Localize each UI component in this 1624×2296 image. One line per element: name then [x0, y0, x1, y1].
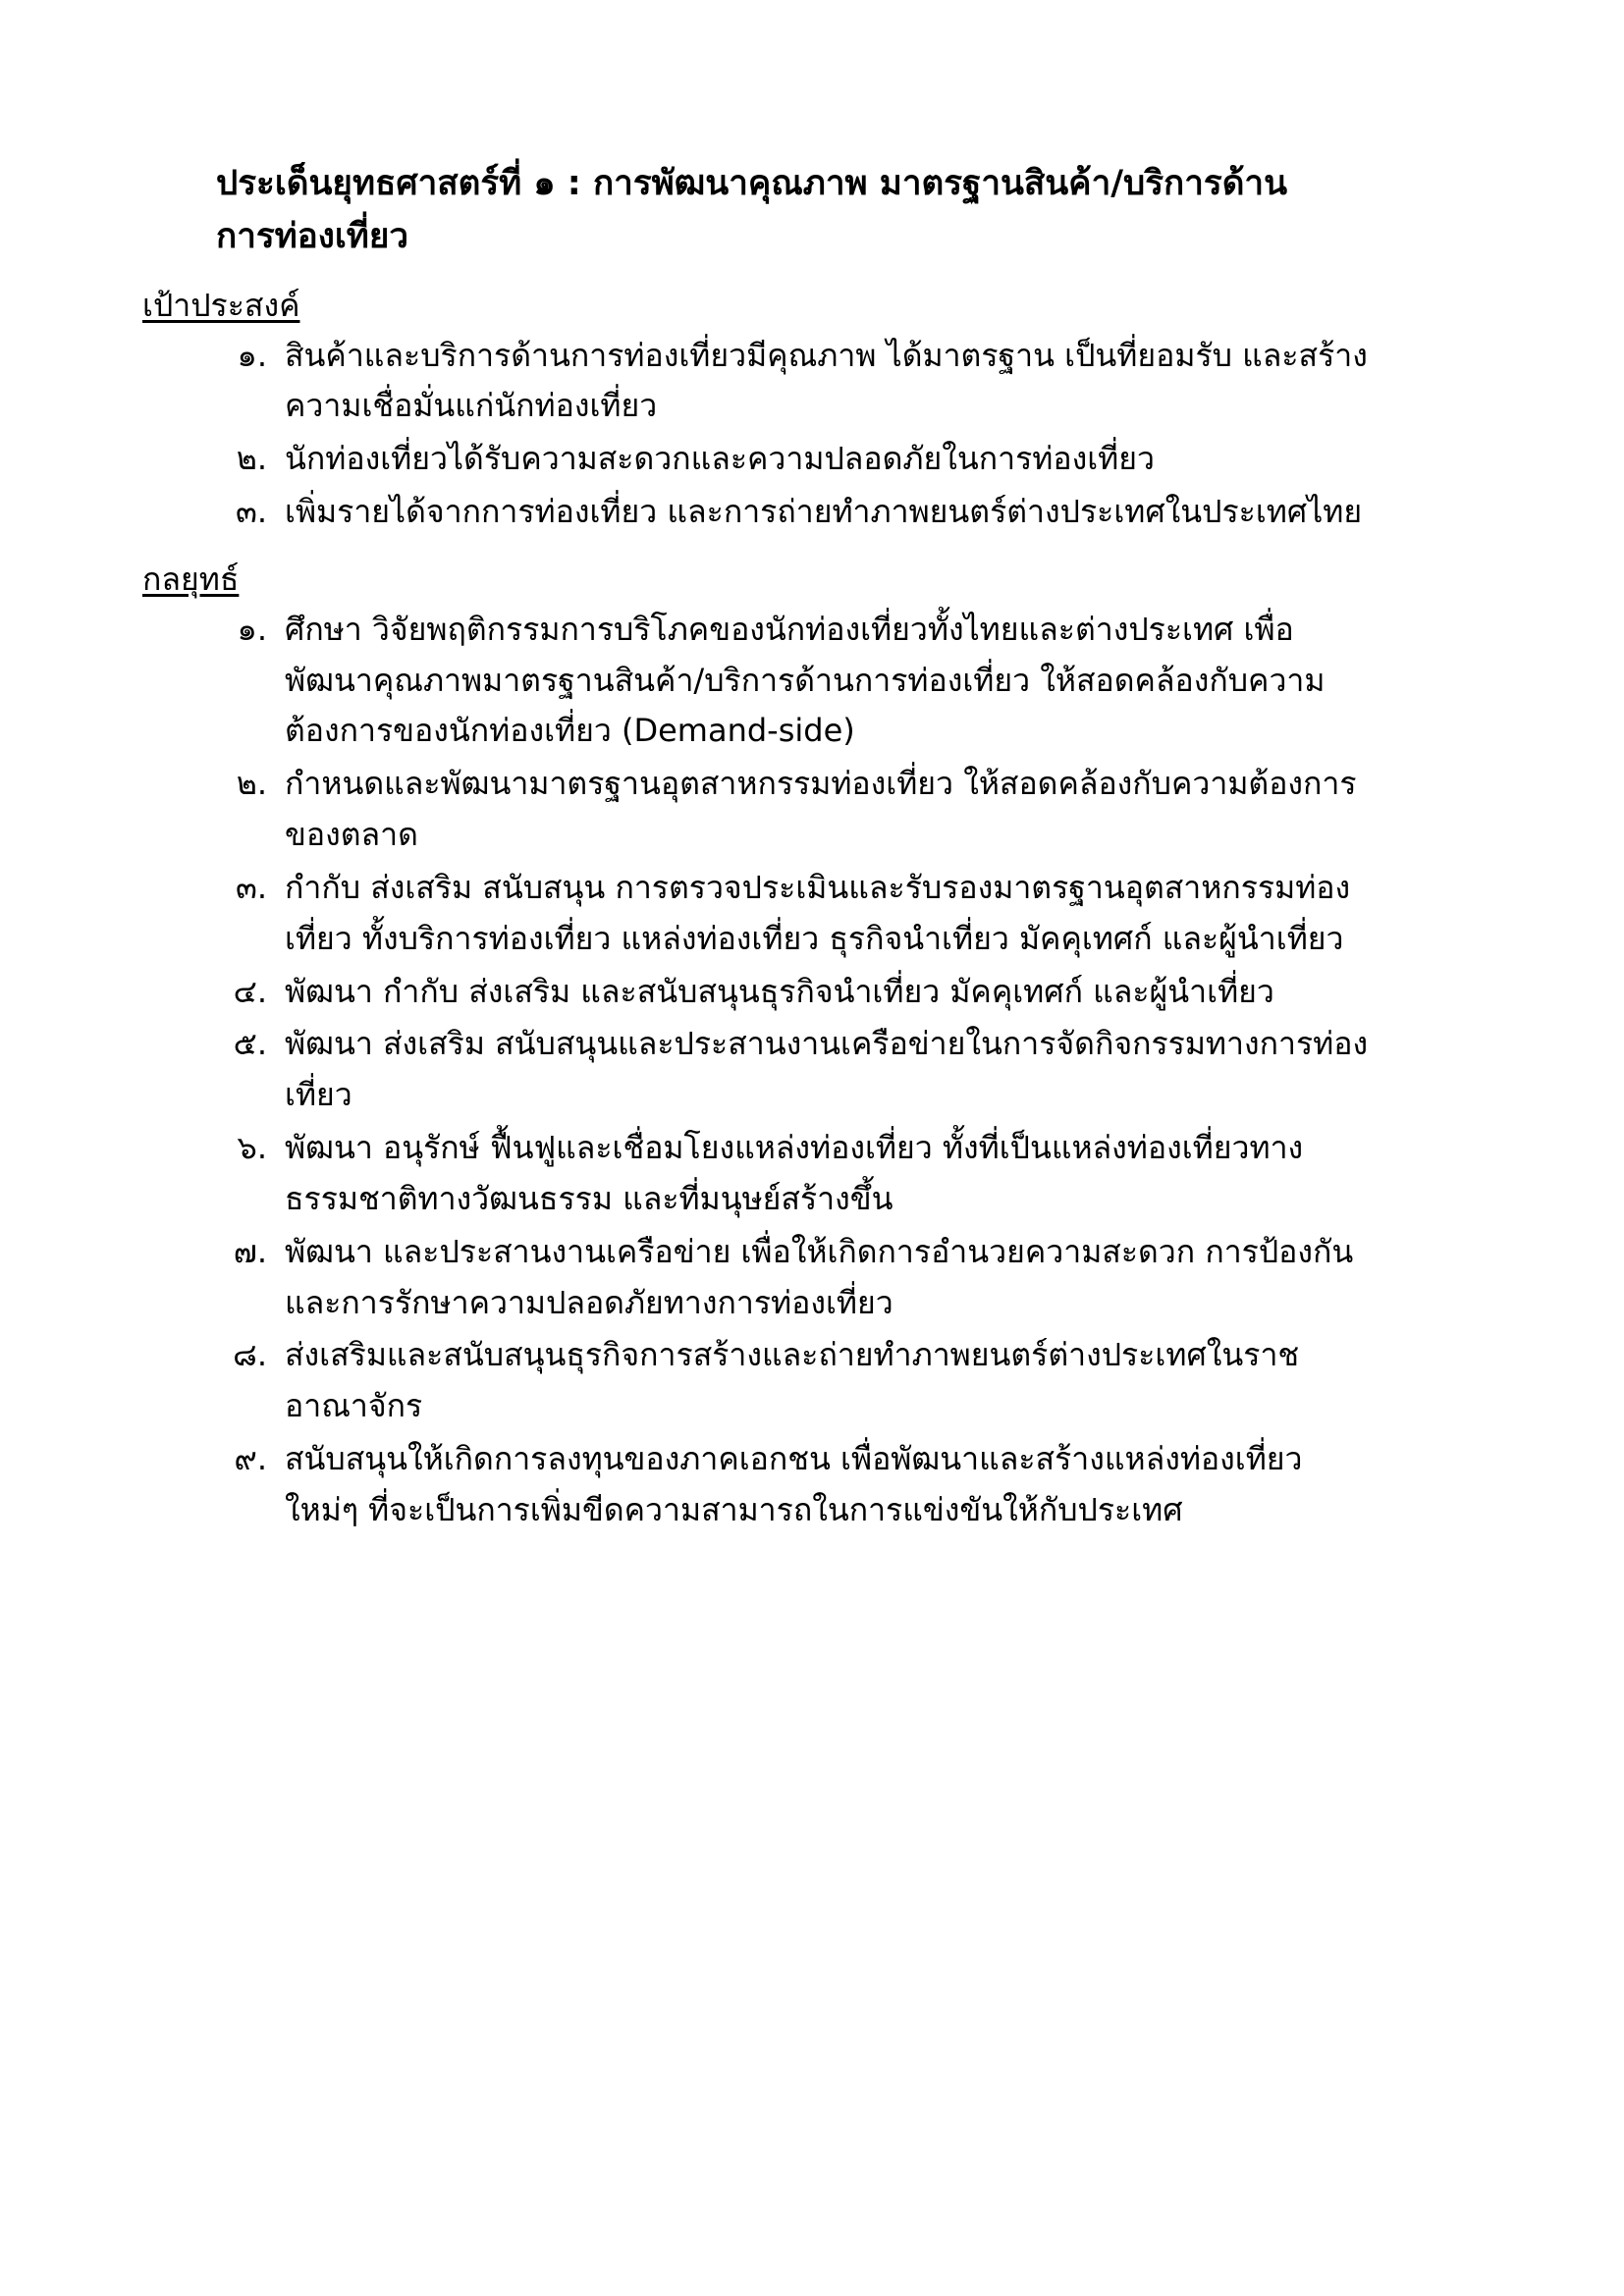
- list-item-text: กำกับ ส่งเสริม สนับสนุน การตรวจประเมินและรับรองมาตรฐานอุตสาหกรรมท่องเที่ยว ทั้งบริการท่องเที่ยว แหล่งท่องเที่ยว ธุรกิจนำเที่ยว มัคคุเทศก์ และผู้นำเที่ยว: [285, 868, 1351, 957]
- list-item: [216, 1434, 1375, 1536]
- list-item-number: ๕.: [233, 1025, 267, 1063]
- strategies-list: [216, 605, 1428, 1536]
- list-item-number: ๘.: [233, 1336, 267, 1374]
- list-item: [216, 1123, 1375, 1225]
- page-title: ประเด็นยุทธศาสตร์ที่ ๑ : การพัฒนาคุณภาพ มาตรฐานสินค้า/บริการด้านการท่องเที่ยว: [216, 164, 1287, 257]
- list-item-number: ๓.: [235, 492, 267, 530]
- list-item-text: ส่งเสริมและสนับสนุนธุรกิจการสร้างและถ่ายทำภาพยนตร์ต่างประเทศในราชอาณาจักร: [285, 1336, 1300, 1425]
- list-item: [216, 487, 1375, 538]
- list-item: [216, 331, 1375, 433]
- list-item: [216, 863, 1375, 965]
- section-objectives: [142, 272, 1428, 538]
- list-item-text: พัฒนา กำกับ ส่งเสริม และสนับสนุนธุรกิจนำเที่ยว มัคคุเทศก์ และผู้นำเที่ยว: [285, 972, 1274, 1010]
- objectives-list: [216, 331, 1428, 538]
- list-item: [216, 1227, 1375, 1329]
- list-item: [216, 1019, 1375, 1121]
- list-item-text: นักท่องเที่ยวได้รับความสะดวกและความปลอดภัยในการท่องเที่ยว: [285, 440, 1155, 478]
- list-item-number: ๗.: [233, 1232, 267, 1270]
- list-item-number: ๓.: [235, 868, 267, 906]
- section-strategies-heading: กลยุทธ์: [142, 560, 240, 598]
- list-item-text: พัฒนา ส่งเสริม สนับสนุนและประสานงานเครือข่ายในการจัดกิจกรรมทางการท่องเที่ยว: [285, 1025, 1369, 1114]
- list-item-text: สินค้าและบริการด้านการท่องเที่ยวมีคุณภาพ ได้มาตรฐาน เป็นที่ยอมรับ และสร้างความเชื่อมั่นแก่นักท่องเที่ยว: [285, 336, 1368, 425]
- list-item: [216, 967, 1375, 1018]
- section-objectives-heading: เป้าประสงค์: [142, 286, 300, 324]
- list-item: [216, 759, 1375, 861]
- list-item-text: กำหนดและพัฒนามาตรฐานอุตสาหกรรมท่องเที่ยว ให้สอดคล้องกับความต้องการของตลาด: [285, 765, 1357, 854]
- list-item-number: ๔.: [233, 972, 267, 1010]
- section-objectives-heading-wrap: [142, 272, 1428, 331]
- list-item-text: พัฒนา และประสานงานเครือข่าย เพื่อให้เกิดการอำนวยความสะดวก การป้องกันและการรักษาความปลอดภัยทางการท่องเที่ยว: [285, 1232, 1354, 1321]
- list-item-number: ๑.: [237, 610, 267, 648]
- list-item-text: เพิ่มรายได้จากการท่องเที่ยว และการถ่ายทำภาพยนตร์ต่างประเทศในประเทศไทย: [285, 492, 1363, 530]
- list-item-number: ๖.: [237, 1129, 267, 1167]
- list-item-text: ศึกษา วิจัยพฤติกรรมการบริโภคของนักท่องเที่ยวทั้งไทยและต่างประเทศ เพื่อพัฒนาคุณภาพมาตรฐานสินค้า/บริการด้านการท่องเที่ยว ให้สอดคล้องกับความต้องการของนักท่องเที่ยว (Demand-side): [285, 610, 1326, 750]
- list-item-number: ๒.: [236, 765, 267, 803]
- list-item: [216, 605, 1375, 757]
- list-item-text: สนับสนุนให้เกิดการลงทุนของภาคเอกชน เพื่อพัฒนาและสร้างแหล่งท่องเที่ยวใหม่ๆ ที่จะเป็นการเพิ่มขีดความสามารถในการแข่งขันให้กับประเทศ: [285, 1440, 1303, 1528]
- list-item-number: ๒.: [236, 440, 267, 478]
- list-item-number: ๙.: [234, 1440, 267, 1478]
- list-item: [216, 1330, 1375, 1432]
- list-item-text: พัฒนา อนุรักษ์ ฟื้นฟูและเชื่อมโยงแหล่งท่องเที่ยว ทั้งที่เป็นแหล่งท่องเที่ยวทางธรรมชาติทางวัฒนธรรม และที่มนุษย์สร้างขึ้น: [285, 1129, 1304, 1217]
- section-strategies-heading-wrap: [142, 546, 1428, 605]
- list-item-number: ๑.: [237, 336, 267, 374]
- list-item: [216, 434, 1375, 485]
- section-strategies: [142, 546, 1428, 1536]
